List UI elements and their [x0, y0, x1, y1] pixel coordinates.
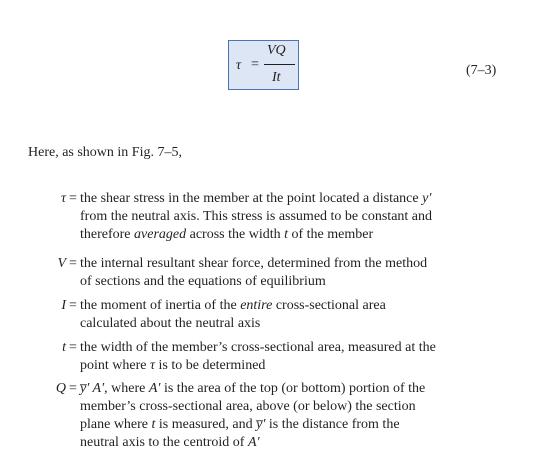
definition-line: from the neutral axis. This stress is assumed to be constant and	[80, 209, 433, 224]
definition-symbol: Q	[55, 381, 66, 396]
equation-numerator: VQ	[267, 43, 286, 58]
definition-text	[80, 255, 525, 291]
definition-equals: =	[69, 191, 77, 206]
definition-symbol: t	[62, 340, 66, 355]
definition-line: of sections and the equations of equilibrium	[80, 274, 326, 289]
italic-term: y̅′ A′	[80, 381, 105, 396]
definition-line: the internal resultant shear force, determined from the method	[80, 256, 428, 271]
italic-term: entire	[240, 298, 273, 313]
definition-text	[80, 190, 525, 244]
italic-term: τ	[149, 358, 155, 373]
italic-term: averaged	[134, 227, 187, 242]
definition-line: calculated about the neutral axis	[80, 316, 261, 331]
definition-line: point where τ is to be determined	[80, 358, 266, 373]
equation-number: (7–3)	[466, 63, 497, 78]
definition-symbol: V	[57, 256, 66, 271]
italic-term: A′	[148, 381, 161, 396]
definition-line: the moment of inertia of the entire cross-sectional area	[80, 298, 386, 313]
italic-term: t	[284, 227, 288, 242]
definition-equals: =	[69, 298, 77, 313]
definition-equals: =	[69, 340, 77, 355]
definition-text	[80, 297, 525, 333]
definition-line: member’s cross-sectional area, above (or below) the section	[80, 399, 416, 414]
definition-line: the shear stress in the member at the point located a distance y′	[80, 191, 432, 206]
equation-equals-sign: =	[251, 57, 259, 72]
definition-symbol: τ	[60, 191, 66, 206]
italic-term: t	[151, 417, 156, 432]
definition-equals: =	[69, 381, 77, 396]
intro-text: Here, as shown in Fig. 7–5,	[28, 145, 182, 160]
definition-symbol: I	[61, 298, 66, 313]
definition-line: the width of the member’s cross-sectional area, measured at the	[80, 340, 436, 355]
equation-denominator: It	[272, 70, 281, 85]
definition-line: neutral axis to the centroid of A′	[80, 435, 260, 450]
definition-line: y̅′ A′, where A′ is the area of the top (or bottom) portion of the	[80, 381, 426, 396]
fraction-bar	[264, 64, 295, 65]
italic-term: A′	[247, 435, 260, 450]
definition-line: therefore averaged across the width t of the member	[80, 227, 374, 242]
equation-lhs: τ	[236, 58, 242, 73]
definition-line: plane where t is measured, and y̅′ is the distance from the	[80, 417, 400, 432]
italic-term: y′	[422, 191, 432, 206]
definition-equals: =	[69, 256, 77, 271]
definition-text	[80, 380, 525, 452]
definition-text	[80, 339, 525, 375]
italic-term: y̅′	[256, 417, 266, 432]
